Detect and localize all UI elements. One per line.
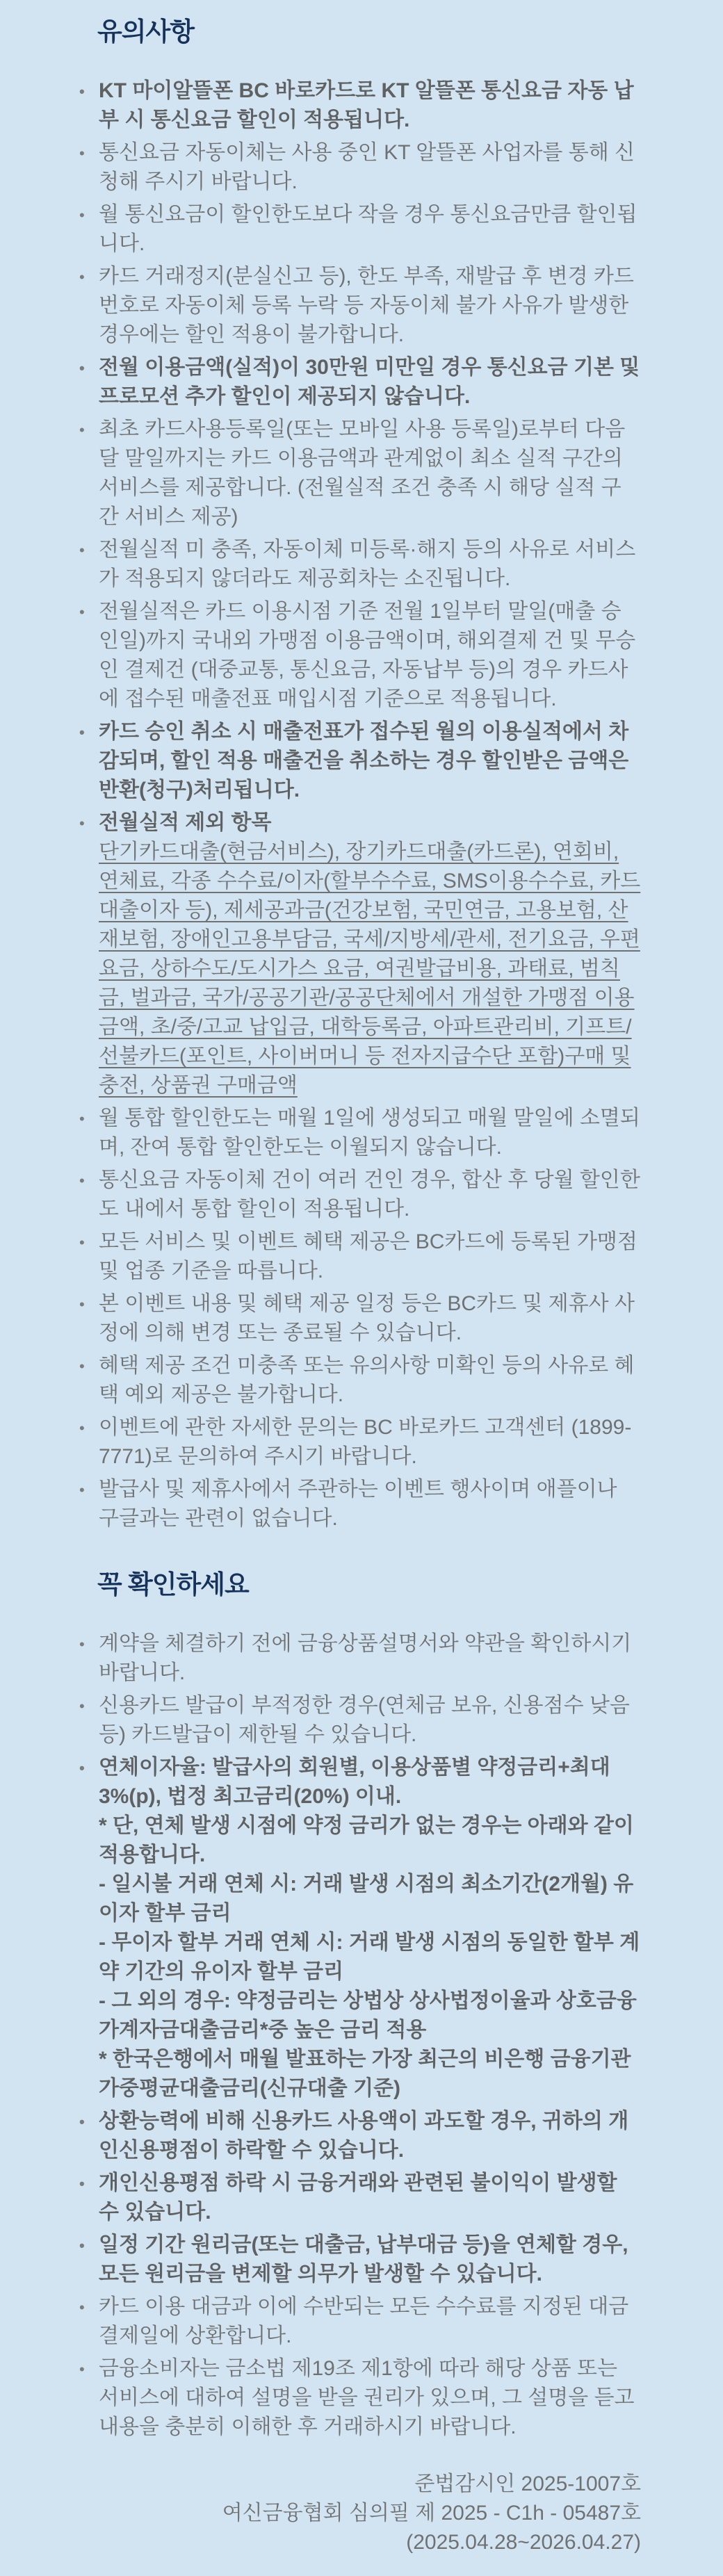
- credit-finance-association-review-number: 여신금융협회 심의필 제 2025 - C1h - 05487호: [222, 2502, 641, 2525]
- list-item: • 카드 이용 대금과 이에 수반되는 모든 수수료를 지정된 대금 결제일에 상환합니다.: [99, 2292, 641, 2351]
- list-item: • 신용카드 발급이 부적정한 경우(연체금 보유, 신용점수 낮음 등) 카드발급이 제한될 수 있습니다.: [99, 1691, 641, 1750]
- list-item: • 전월 이용금액(실적)이 30만원 미만일 경우 통신요금 기본 및 프로모션 추가 할인이 제공되지 않습니다.: [99, 353, 641, 411]
- compliance-officer-number: 준법감시인 2025-1007호: [414, 2472, 641, 2495]
- list-item: • 카드 승인 취소 시 매출전표가 접수된 월의 이용실적에서 차감되며, 할인 적용 매출건을 취소하는 경우 할인받은 금액은 반환(청구)처리됩니다.: [99, 717, 641, 805]
- excluded-usage-text: 단기카드대출(현금서비스), 장기카드대출(카드론), 연회비, 연체료, 각종 수수료/이자(할부수수료, SMS이용수수료, 카드대출이자 등), 제세공과금(건강보험, 국민연금, 고용보험, 산재보험, 장애인고용부담금, 국세/지방세/관세, 전기요금, 우편요금, 상하수도/도시가스 요금, 여권발급비용, 과태료, 범칙금, 벌과금, 국가/공공기관/공공단체에서 개설한 가맹점 이용금액, 초/중/고교 납입금, 대학등록금, 아파트관리비, 기프트/선불카드(포인트, 사이버머니 등 전자지급수단 포함)구매 및 충전, 상품권 구매금액: [99, 840, 641, 1097]
- late-interest-case-other: - 그 외의 경우: 약정금리는 상법상 상사법정이율과 상호금융 가계자금대출금리*중 높은 금리 적용: [99, 1989, 637, 2041]
- section-title-notices: 유의사항: [97, 17, 194, 46]
- list-item: • 전월실적 미 충족, 자동이체 미등록·해지 등의 사유로 서비스가 적용되지 않더라도 제공회차는 소진됩니다.: [99, 535, 641, 594]
- list-item: • 개인신용평점 하락 시 금융거래와 관련된 불이익이 발생할 수 있습니다.: [99, 2169, 641, 2227]
- list-item: • 본 이벤트 내용 및 혜택 제공 일정 등은 BC카드 및 제휴사 사정에 의해 변경 또는 종료될 수 있습니다.: [99, 1289, 641, 1348]
- list-item: • 상환능력에 비해 신용카드 사용액이 과도할 경우, 귀하의 개인신용평점이 하락할 수 있습니다.: [99, 2107, 641, 2165]
- list-item: • 월 통신요금이 할인한도보다 작을 경우 통신요금만큼 할인됩니다.: [99, 200, 641, 259]
- list-item: • 이벤트에 관한 자세한 문의는 BC 바로카드 고객센터 (1899-7771)로 문의하여 주시기 바랍니다.: [99, 1413, 641, 1472]
- list-item: • 모든 서비스 및 이벤트 혜택 제공은 BC카드에 등록된 가맹점 및 업종 기준을 따릅니다.: [99, 1228, 641, 1286]
- review-valid-period: (2025.04.28~2026.04.27): [406, 2531, 641, 2554]
- list-item: • 일정 기간 원리금(또는 대출금, 납부대금 등)을 연체할 경우, 모든 원리금을 변제할 의무가 발생할 수 있습니다.: [99, 2231, 641, 2289]
- approval-footer: [99, 2470, 641, 2557]
- list-item: • 금융소비자는 금소법 제19조 제1항에 따라 해당 상품 또는 서비스에 대하여 설명을 받을 권리가 있으며, 그 설명을 듣고 내용을 충분히 이해한 후 거래하시기 바랍니다.: [99, 2354, 641, 2442]
- list-item: • 발급사 및 제휴사에서 주관하는 이벤트 행사이며 애플이나 구글과는 관련이 없습니다.: [99, 1475, 641, 1533]
- late-interest-bok-note: * 한국은행에서 매월 발표하는 가장 최근의 비은행 금융기관 가중평균대출금리(신규대출 기준): [99, 2048, 631, 2100]
- list-item: • 전월실적은 카드 이용시점 기준 전월 1일부터 말일(매출 승인일)까지 국내외 가맹점 이용금액이며, 해외결제 건 및 무승인 결제건 (대중교통, 통신요금, 자동납부 등)의 경우 카드사에 접수된 매출전표 매입시점 기준으로 적용됩니다.: [99, 597, 641, 714]
- late-interest-case-interest-free: - 무이자 할부 거래 연체 시: 거래 발생 시점의 동일한 할부 계약 기간의 유이자 할부 금리: [99, 1931, 640, 1983]
- list-item: • 카드 거래정지(분실신고 등), 한도 부족, 재발급 후 변경 카드번호로 자동이체 등록 누락 등 자동이체 불가 사유가 발생한 경우에는 할인 적용이 불가합니다.: [99, 262, 641, 350]
- check-list: [99, 1629, 641, 2442]
- notice-list: [99, 76, 641, 1533]
- list-item: • 통신요금 자동이체는 사용 중인 KT 알뜰폰 사업자를 통해 신청해 주시기 바랍니다.: [99, 138, 641, 197]
- list-item-excluded-usage: [99, 808, 641, 1100]
- late-interest-note: * 단, 연체 발생 시점에 약정 금리가 없는 경우는 아래와 같이 적용합니다.: [99, 1814, 634, 1866]
- section-title-check: 꼭 확인하세요: [97, 1570, 249, 1599]
- list-item: • 월 통합 할인한도는 매월 1일에 생성되고 매월 말일에 소멸되며, 잔여 통합 할인한도는 이월되지 않습니다.: [99, 1104, 641, 1162]
- list-item: • 혜택 제공 조건 미충족 또는 유의사항 미확인 등의 사유로 혜택 예외 제공은 불가합니다.: [99, 1351, 641, 1410]
- list-item: • 계약을 체결하기 전에 금융상품설명서와 약관을 확인하시기 바랍니다.: [99, 1629, 641, 1688]
- list-item: • 통신요금 자동이체 건이 여러 건인 경우, 합산 후 당월 할인한도 내에서 통합 할인이 적용됩니다.: [99, 1166, 641, 1224]
- list-item: • KT 마이알뜰폰 BC 바로카드로 KT 알뜰폰 통신요금 자동 납부 시 통신요금 할인이 적용됩니다.: [99, 76, 641, 135]
- excluded-usage-label: 전월실적 제외 항목: [99, 811, 272, 834]
- list-item-late-interest-rate: [99, 1753, 641, 2103]
- list-item: • 최초 카드사용등록일(또는 모바일 사용 등록일)로부터 다음 달 말일까지는 카드 이용금액과 관계없이 최소 실적 구간의 서비스를 제공합니다. (전월실적 조건 충족 시 해당 실적 구간 서비스 제공): [99, 415, 641, 532]
- late-interest-case-lump-sum: - 일시불 거래 연체 시: 거래 발생 시점의 최소기간(2개월) 유이자 할부 금리: [99, 1873, 634, 1925]
- late-interest-lead: 연체이자율: 발급사의 회원별, 이용상품별 약정금리+최대 3%(p), 법정 최고금리(20%) 이내.: [99, 1756, 610, 1808]
